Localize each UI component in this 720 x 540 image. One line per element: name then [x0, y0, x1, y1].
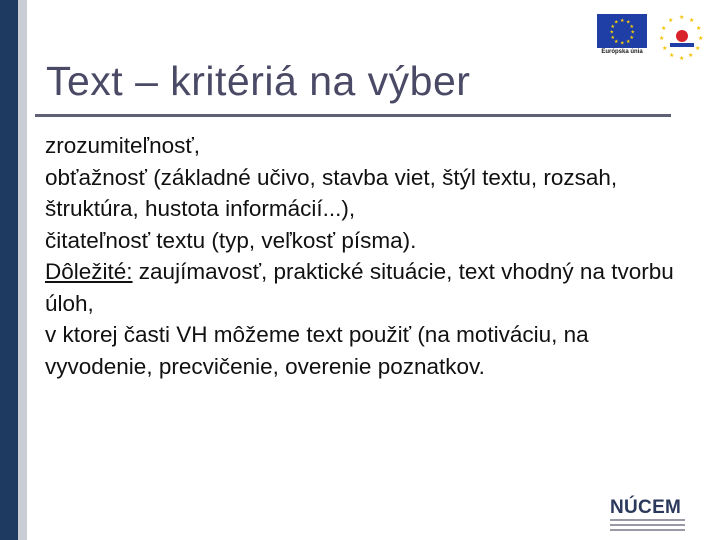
svg-text:★: ★ [661, 25, 667, 32]
criteria-item: čitateľnosť textu (typ, veľkosť písma). [45, 227, 417, 253]
svg-text:★: ★ [620, 18, 625, 24]
criteria-item: zrozumiteľnosť, [45, 133, 201, 158]
svg-text:★: ★ [695, 45, 701, 52]
sidebar-stripe-light [18, 0, 27, 540]
svg-text:★: ★ [614, 19, 619, 26]
sidebar-stripe-dark [0, 0, 18, 540]
nucem-logo [610, 497, 685, 533]
svg-text:★: ★ [688, 52, 694, 59]
criteria-item: obťažnosť (základné učivo, stavba viet, štýl textu, rozsah, štruktúra, hustota informácií...), [45, 164, 618, 221]
slide-title: Text – kritériá na výber [46, 58, 471, 104]
title-divider [35, 114, 671, 117]
eu-label: Európska únia [601, 49, 643, 55]
svg-text:★: ★ [659, 35, 665, 42]
svg-text:★: ★ [696, 25, 702, 32]
svg-text:★: ★ [610, 35, 615, 41]
svg-text:★: ★ [630, 29, 635, 36]
important-label: Dôležité: [45, 259, 133, 284]
svg-text:★: ★ [669, 52, 675, 59]
nucem-wordmark: NÚCEM [610, 497, 682, 518]
criteria-item-important [45, 256, 675, 319]
svg-text:★: ★ [689, 17, 695, 24]
svg-text:★: ★ [679, 55, 685, 62]
svg-text:★: ★ [626, 19, 631, 26]
svg-text:★: ★ [614, 39, 619, 45]
svg-text:★: ★ [629, 24, 634, 30]
svg-text:★: ★ [668, 17, 674, 24]
svg-text:★: ★ [629, 35, 634, 41]
nucem-subtitle-lines [610, 519, 685, 531]
svg-text:★: ★ [662, 45, 668, 52]
important-text: zaujímavosť, praktické situácie, text vhodný na tvorbu úloh, [45, 259, 674, 316]
svg-text:★: ★ [679, 14, 685, 21]
svg-text:★: ★ [620, 40, 625, 47]
svg-text:★: ★ [626, 39, 631, 45]
eu-flag-icon [597, 14, 647, 48]
esf-logo [656, 12, 708, 64]
criteria-item: v ktorej časti VH môžeme text použiť (na motiváciu, na vyvodenie, precvičenie, overenie poznatkov. [45, 322, 589, 379]
criteria-list [45, 130, 675, 382]
svg-text:★: ★ [698, 35, 704, 42]
svg-text:★: ★ [609, 29, 614, 36]
svg-text:★: ★ [610, 24, 615, 30]
eu-logo [597, 14, 647, 62]
